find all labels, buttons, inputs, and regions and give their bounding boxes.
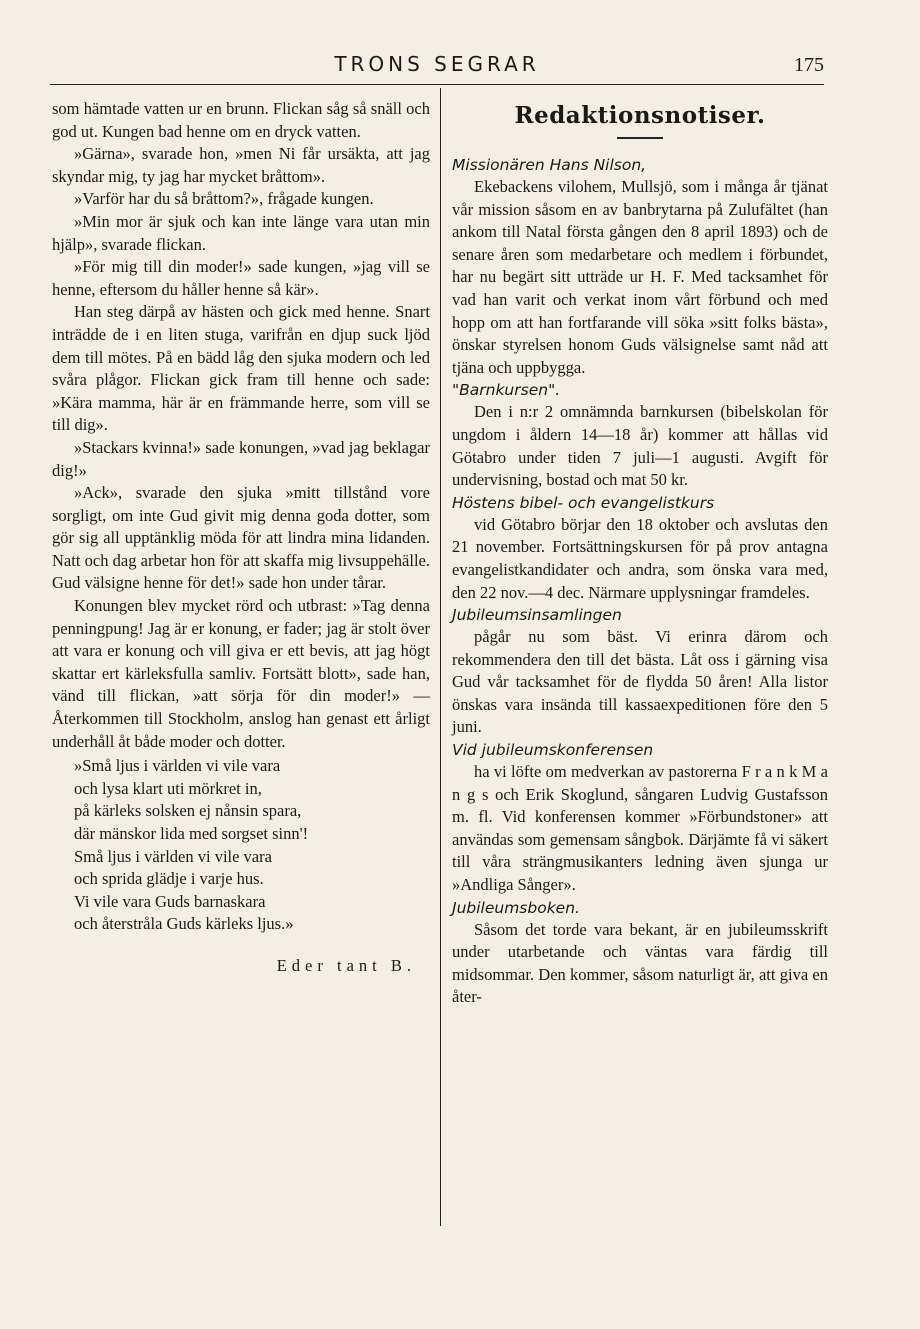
notice-heading: Vid jubileumskonferensen [452, 741, 654, 760]
poem-line: på kärleks solsken ej nånsin spara, [74, 801, 302, 821]
title-rule [617, 137, 663, 139]
section-title: Redaktionsnotiser. [514, 102, 766, 129]
poem-line: och lysa klart uti mörkret in, [74, 778, 262, 798]
notice-body: Den i n:r 2 omnämnda barnkursen (bibelskolan för ungdom i åldern 14—18 år) kommer att hållas vid Götabro under tiden 7 juli—1 augusti. Avgift för undervisning, bostad och mat 50 kr. [452, 402, 828, 490]
poem-line: och sprida glädje i varje hus. [74, 869, 264, 889]
notice-heading: Höstens bibel- och evangelistkurs [452, 493, 715, 512]
page-number: 175 [794, 54, 824, 76]
poem-line: »Små ljus i världen vi vile vara [74, 756, 281, 776]
notice-body: pågår nu som bäst. Vi erinra därom och rekommendera den till det bästa. Låt oss i gärning visa Gud vår tacksamhet för de flydda 50 åren! Alla listor önskas vara insända till kassaexpeditionen före den 5 juni. [452, 627, 828, 737]
story-paragraph: »För mig till din moder!» sade kungen, »jag vill se henne, eftersom du håller henne så kär». [52, 257, 430, 299]
poem-line: Små ljus i världen vi vile vara [74, 846, 272, 866]
right-column [452, 98, 828, 1009]
notice-body: Såsom det torde vara bekant, är en jubileumsskrift under utarbetande och väntas vara färdig till midsommar. Den kommer, såsom naturligt är, att giva en åter- [452, 919, 828, 1007]
running-title: TRONS SEGRAR [334, 52, 540, 76]
story-paragraph: Han steg därpå av hästen och gick med henne. Snart inträdde de i en liten stuga, varifrån en djup suck ljöd dem till mötes. På en bädd låg den sjuka modern och led svåra plågor. Flickan gick fram till henne och sade: »Kära mamma, här är en främmande herre, som vill se till dig». [52, 302, 430, 435]
notice-body: vid Götabro börjar den 18 oktober och avslutas den 21 november. Fortsättningskursen för på prov antagna evangelistkandidater och andra, som önska vara med, den 22 nov.—4 dec. Närmare upplysningar framdeles. [452, 514, 828, 602]
poem-line: och återstråla Guds kärleks ljus.» [74, 914, 294, 934]
notice-heading: Jubileumsboken. [452, 898, 580, 917]
story-paragraph: »Stackars kvinna!» sade konungen, »vad jag beklagar dig!» [52, 437, 430, 480]
story-paragraph: »Gärna», svarade hon, »men Ni får ursäkta, att jag skyndar mig, ty jag har mycket bråttom». [52, 144, 430, 186]
notice-body: ha vi löfte om medverkan av pastorerna F r a n k M a n g s och Erik Skoglund, sångaren Ludvig Gustafsson m. fl. Vid konferensen kommer »Förbundstoner» att användas som gemensam sångbok. Därjämte få vi säkert till våra strängmusikanters ledning även sjunga ur »Andliga Sånger». [452, 762, 828, 895]
column-divider [440, 88, 441, 1226]
story-paragraph: »Varför har du så bråttom?», frågade kungen. [74, 189, 374, 209]
story-paragraph: »Ack», svarade den sjuka »mitt tillstånd vore sorgligt, om inte Gud givit mig denna goda dotter, som gör sig all upptänklig möda för att lindra mina lidanden. Natt och dag arbetar hon för att skaffa mig livsuppehälle. Gud välsigne henne för det!» sade hon under tårar. [52, 483, 430, 593]
notice-heading: Jubileumsinsamlingen [452, 606, 622, 625]
story-paragraph: som hämtade vatten ur en brunn. Flickan såg så snäll och god ut. Kungen bad henne om en dryck vatten. [52, 99, 430, 141]
notice-heading: Missionären Hans Nilson, [452, 156, 647, 174]
story-paragraph: »Min mor är sjuk och kan inte länge vara utan min hjälp», svarade flickan. [52, 211, 430, 254]
story-paragraph: Konungen blev mycket rörd och utbrast: »Tag denna penningpung! Jag är er konung, er fader; jag är stolt över att vara er konung och vill giva er ett bevis, att jag högt skattar ert kärleksfulla samliv. Fortsätt blott», sade han, vänd till flickan, »att sörja för din moder!» — Återkommen till Stockholm, anslog han genast ett årligt underhåll åt både moder och dotter. [52, 596, 430, 751]
notice-heading: "Barnkursen". [452, 381, 561, 400]
left-column [52, 98, 430, 976]
poem [52, 755, 430, 936]
page-header [50, 50, 824, 85]
signature: Eder tant B. [276, 955, 416, 975]
poem-line: Vi vile vara Guds barnaskara [74, 891, 266, 911]
notice-body: Ekebackens vilohem, Mullsjö, som i många år tjänat vår mission såsom en av banbrytarna på Zulufältet (han ankom till Natal första gången den 8 april 1893) och de senare åren som medarbetare och medlem i förbundet, har nu begärt sitt utträde ur H. F. Med tacksamhet för vad han varit och verkat inom vårt förbund och med hopp om att han fortfarande vill söka »sitt folks bästa», önskar styrelsen honom Guds välsignelse samt nåd att tjäna och uppbygga. [452, 177, 828, 377]
poem-line: där mänskor lida med sorgset sinn'! [74, 824, 309, 843]
